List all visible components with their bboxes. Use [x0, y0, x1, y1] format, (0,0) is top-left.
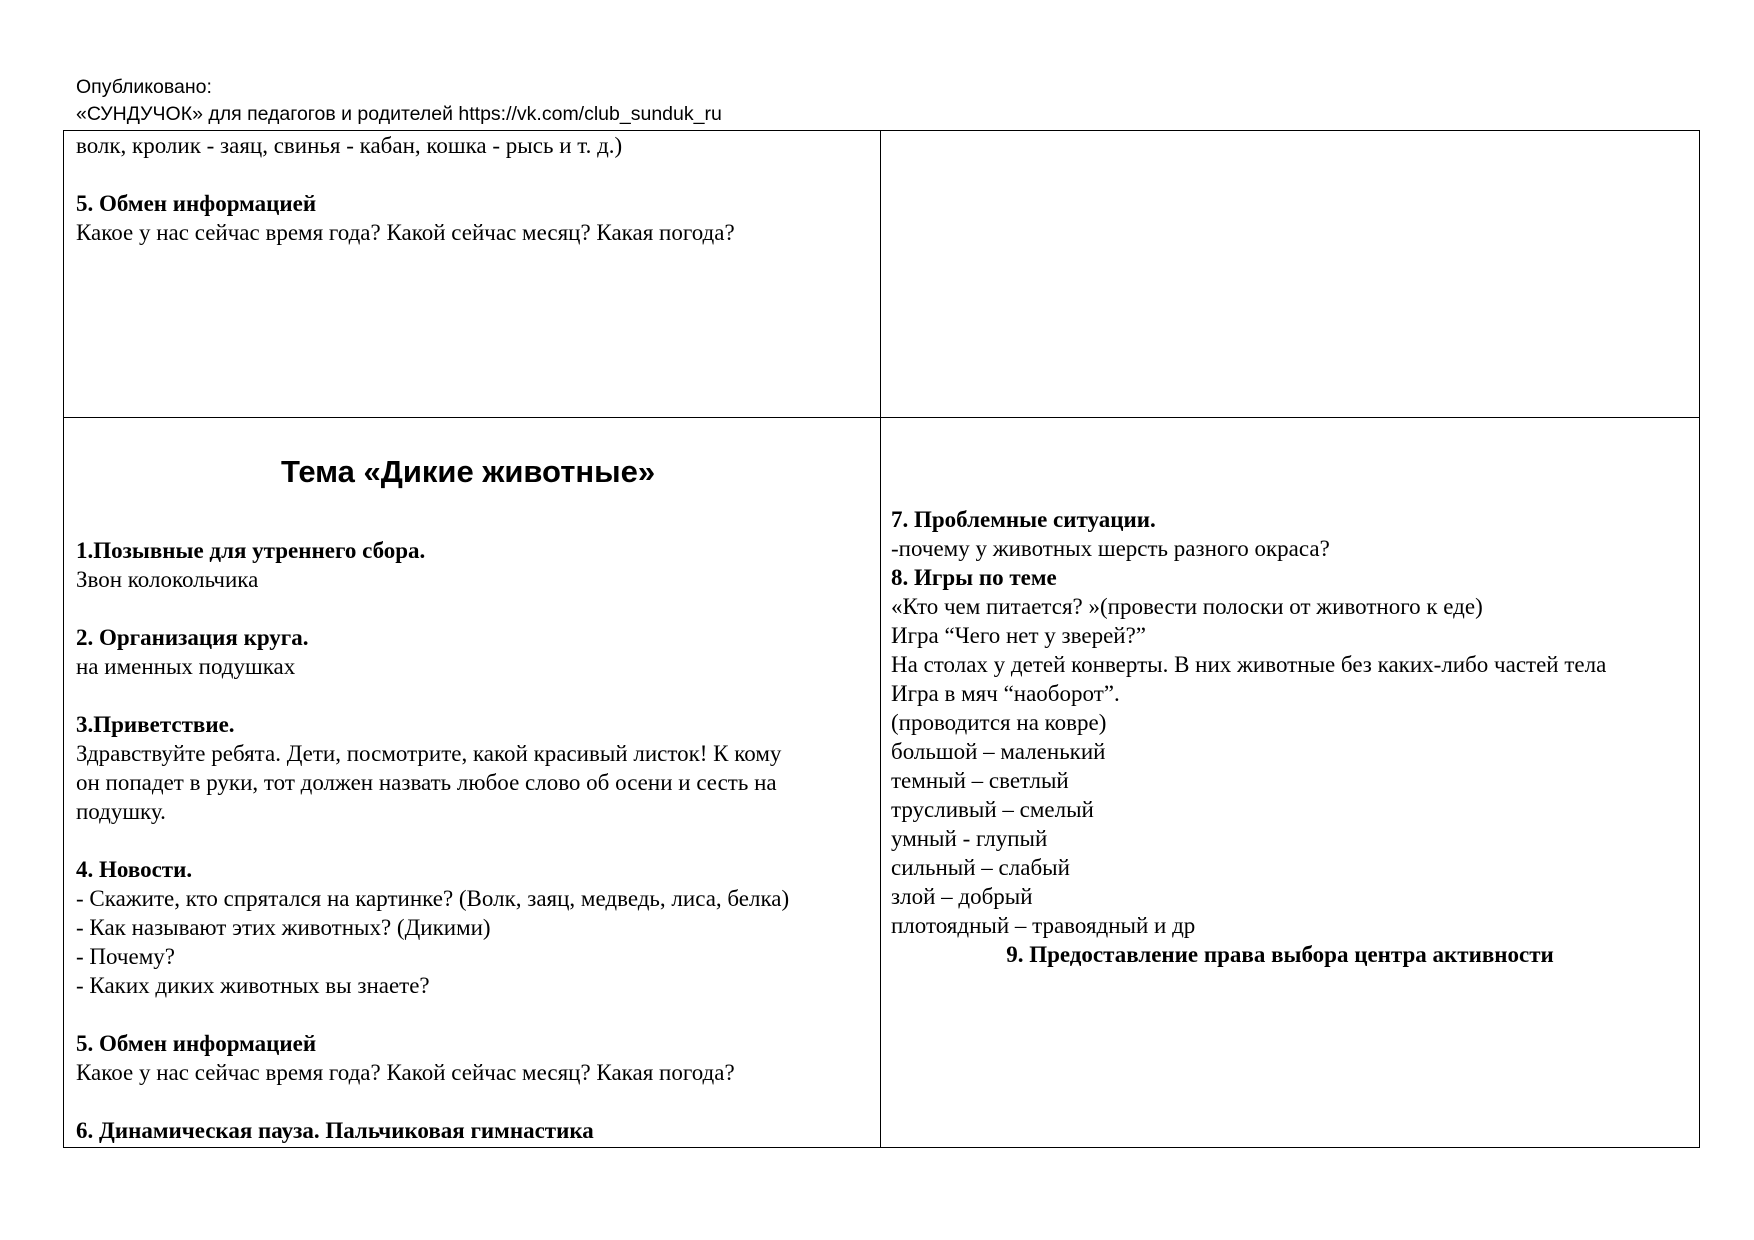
section-5-text: Какое у нас сейчас время года? Какой сейчас месяц? Какая погода?: [76, 1060, 735, 1085]
section-8-line: На столах у детей конверты. В них животные без каких-либо частей тела: [891, 652, 1607, 677]
section-4-line: - Каких диких животных вы знаете?: [76, 973, 430, 998]
section-5-text: Какое у нас сейчас время года? Какой сейчас месяц? Какая погода?: [76, 220, 735, 245]
section-1-title: 1.Позывные для утреннего сбора.: [76, 538, 426, 563]
section-4-line: - Как называют этих животных? (Дикими): [76, 915, 491, 940]
continued-text: волк, кролик - заяц, свинья - кабан, кошка - рысь и т. д.): [76, 133, 623, 158]
section-8-line: сильный – слабый: [891, 855, 1070, 880]
table-row: [64, 131, 1700, 418]
section-8-line: (проводится на ковре): [891, 710, 1107, 735]
section-5-title: 5. Обмен информацией: [76, 1031, 317, 1056]
publisher-line: «СУНДУЧОК» для педагогов и родителей https://vk.com/club_sunduk_ru: [76, 103, 722, 125]
section-8-title: 8. Игры по теме: [891, 565, 1057, 590]
section-8-line: трусливый – смелый: [891, 797, 1094, 822]
section-3-text-line: подушку.: [76, 799, 166, 824]
section-8-line: Игра “Чего нет у зверей?”: [891, 623, 1146, 648]
section-7-text: -почему у животных шерсть разного окраса?: [891, 536, 1330, 561]
section-8-line: большой – маленький: [891, 739, 1106, 764]
section-9-title: 9. Предоставление права выбора центра активности: [1006, 942, 1554, 967]
section-8-line: Игра в мяч “наоборот”.: [891, 681, 1120, 706]
section-1-text: Звон колокольчика: [76, 567, 259, 592]
table-row: [64, 418, 1700, 1148]
section-8-line: умный - глупый: [891, 826, 1048, 851]
top-left-cell: [64, 131, 881, 418]
section-8-line: злой – добрый: [891, 884, 1033, 909]
section-2-text: на именных подушках: [76, 654, 296, 679]
section-5-title: 5. Обмен информацией: [76, 191, 317, 216]
topic-title: Тема «Дикие животные»: [280, 454, 656, 489]
section-3-text-line: Здравствуйте ребята. Дети, посмотрите, какой красивый листок! К кому: [76, 741, 782, 766]
publication-header: [76, 74, 722, 128]
section-8-line: «Кто чем питается? »(провести полоски от животного к еде): [891, 594, 1483, 619]
section-3-title: 3.Приветствие.: [76, 712, 235, 737]
published-label: Опубликовано:: [76, 76, 212, 98]
main-left-cell: [64, 418, 881, 1148]
section-7-title: 7. Проблемные ситуации.: [891, 507, 1156, 532]
section-4-line: - Скажите, кто спрятался на картинке? (Волк, заяц, медведь, лиса, белка): [76, 886, 790, 911]
main-right-cell: [881, 418, 1700, 1148]
section-8-line: плотоядный – травоядный и др: [891, 913, 1196, 938]
plan-table: [63, 130, 1700, 1148]
section-2-title: 2. Организация круга.: [76, 625, 309, 650]
section-6-title: 6. Динамическая пауза. Пальчиковая гимнастика: [76, 1118, 594, 1143]
section-4-line: - Почему?: [76, 944, 175, 969]
top-right-cell: [881, 131, 1700, 418]
section-3-text-line: он попадет в руки, тот должен назвать любое слово об осени и сесть на: [76, 770, 777, 795]
section-8-line: темный – светлый: [891, 768, 1069, 793]
section-4-title: 4. Новости.: [76, 857, 193, 882]
